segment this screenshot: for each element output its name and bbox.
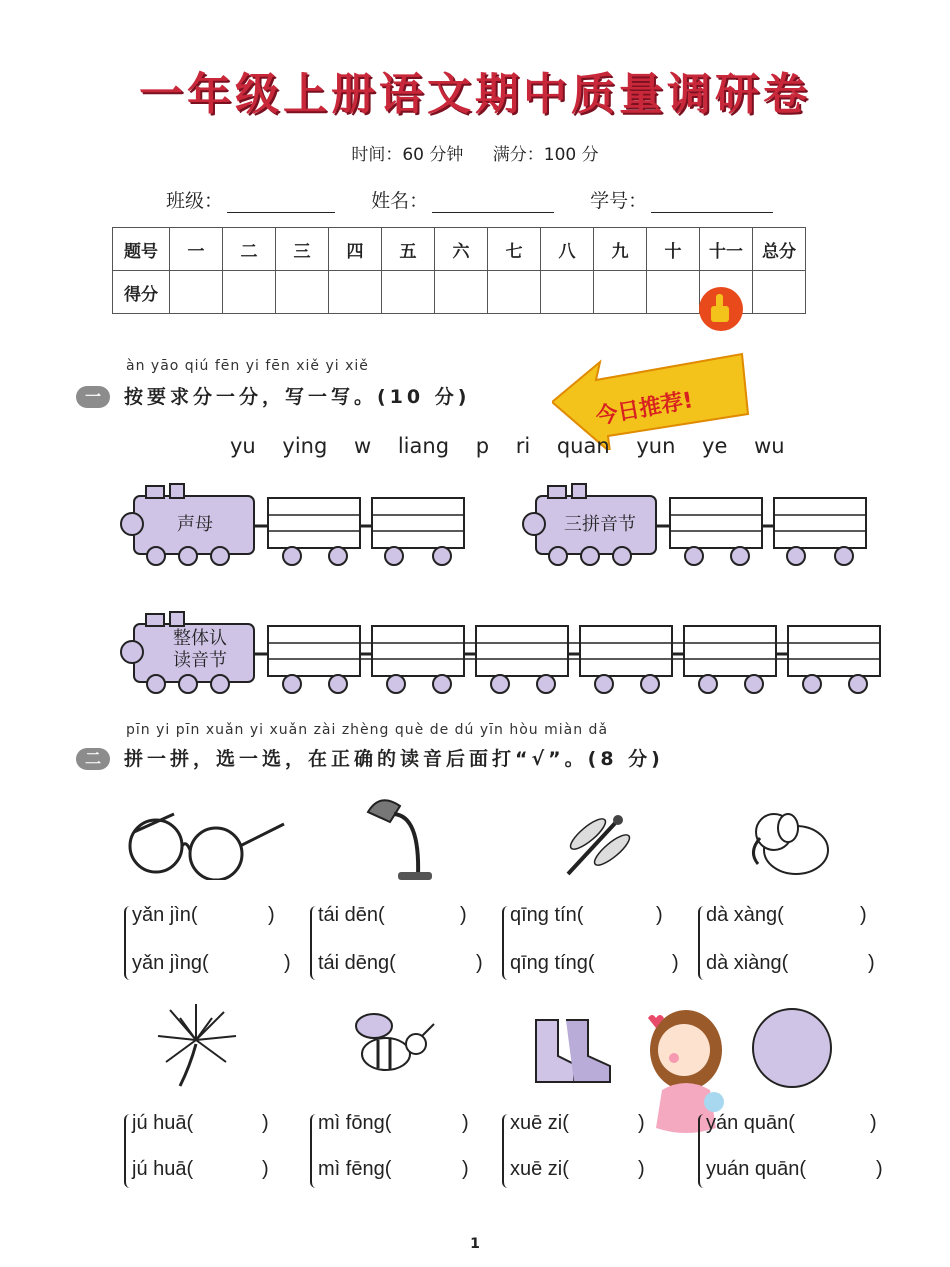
desk-lamp-icon (360, 792, 440, 882)
option-a[interactable]: yán quān( (706, 1112, 795, 1134)
score-cell[interactable] (329, 271, 382, 314)
table-cell: 二 (223, 228, 276, 271)
option-a[interactable]: jú huā( (132, 1112, 194, 1134)
train-car[interactable] (372, 626, 464, 676)
score-cell[interactable] (488, 271, 541, 314)
score-cell[interactable] (541, 271, 594, 314)
option-b[interactable]: tái dēng( (318, 952, 396, 974)
train-car[interactable] (268, 626, 360, 676)
circle-ring-icon (750, 1006, 834, 1090)
close-paren: ) (462, 1158, 469, 1180)
option-a[interactable]: mì fōng( (318, 1112, 392, 1134)
q1-syllables: yu ying w liang p ri quan yun ye wu (230, 434, 785, 458)
sticker-text: 今日推荐! (594, 388, 695, 430)
option-a[interactable]: qīng tín( (510, 904, 584, 926)
page-number: 1 (470, 1236, 480, 1252)
train-car[interactable] (684, 626, 776, 676)
table-cell: 得分 (113, 271, 170, 314)
elephant-icon (744, 802, 834, 882)
close-paren: ) (462, 1112, 469, 1134)
close-paren: ) (284, 952, 291, 974)
q1-badge: 一 (76, 386, 110, 408)
train1-label: 声母 (177, 514, 213, 535)
table-cell: 六 (435, 228, 488, 271)
table-cell: 一 (170, 228, 223, 271)
score-cell[interactable] (435, 271, 488, 314)
table-cell: 总分 (753, 228, 806, 271)
table-cell: 五 (382, 228, 435, 271)
chrysanthemum-icon (150, 1000, 242, 1088)
train-headlight-icon (121, 513, 143, 535)
student-id-label: 学号： (590, 190, 648, 212)
close-paren: ) (638, 1112, 645, 1134)
table-cell: 七 (488, 228, 541, 271)
option-a[interactable]: yǎn jìn( (132, 904, 198, 926)
close-paren: ) (262, 1112, 269, 1134)
score-cell[interactable] (223, 271, 276, 314)
train-headlight-icon (523, 513, 545, 535)
table-cell: 十 (647, 228, 700, 271)
close-paren: ) (672, 952, 679, 974)
bee-icon (344, 1006, 436, 1086)
option-a[interactable]: tái dēn( (318, 904, 385, 926)
train-car[interactable] (476, 626, 568, 676)
page-title: 一年级上册语文期中质量调研卷 (139, 69, 811, 120)
option-b[interactable]: yǎn jìng( (132, 952, 209, 974)
close-paren: ) (870, 1112, 877, 1134)
option-b[interactable]: yuán quān( (706, 1158, 807, 1180)
q2-pinyin: pīn yi pīn xuǎn yi xuǎn zài zhèng què de dú yīn hòu miàn dǎ (126, 722, 609, 738)
train-headlight-icon (121, 641, 143, 663)
close-paren: ) (656, 904, 663, 926)
close-paren: ) (268, 904, 275, 926)
exam-meta (0, 140, 950, 165)
dragonfly-icon (548, 806, 634, 882)
score-cell[interactable] (647, 271, 700, 314)
score-cell[interactable] (382, 271, 435, 314)
exam-time: 时间：60 分钟 (351, 145, 464, 165)
exam-full-score: 满分：100 分 (492, 145, 599, 165)
q1-text: 按要求分一分，写一写。(10 分) (124, 386, 471, 408)
boots-icon (530, 1016, 616, 1086)
name-field[interactable] (432, 190, 554, 213)
q1-pinyin: àn yāo qiú fēn yi fēn xiě yi xiě (126, 358, 369, 374)
table-cell: 八 (541, 228, 594, 271)
score-table-header-row (113, 228, 806, 271)
close-paren: ) (860, 904, 867, 926)
train3-label (150, 628, 250, 672)
score-cell[interactable] (276, 271, 329, 314)
option-b[interactable]: qīng tíng( (510, 952, 595, 974)
close-paren: ) (476, 952, 483, 974)
q2-badge: 二 (76, 748, 110, 770)
train-car[interactable] (372, 498, 464, 548)
train3-label-line2: 读音节 (173, 650, 227, 671)
q2-text: 拼一拼，选一选，在正确的读音后面打“√”。(8 分) (124, 748, 664, 770)
name-label: 姓名： (371, 190, 429, 212)
train-car[interactable] (580, 626, 672, 676)
table-cell: 九 (594, 228, 647, 271)
table-cell: 四 (329, 228, 382, 271)
option-b[interactable]: mì fēng( (318, 1158, 392, 1180)
score-cell[interactable] (170, 271, 223, 314)
option-a[interactable]: dà xàng( (706, 904, 784, 926)
student-info (166, 186, 773, 213)
close-paren: ) (460, 904, 467, 926)
thumbs-up-icon (696, 284, 746, 334)
table-cell: 三 (276, 228, 329, 271)
close-paren: ) (638, 1158, 645, 1180)
train-car[interactable] (774, 498, 866, 548)
option-b[interactable]: xuē zi( (510, 1158, 569, 1180)
close-paren: ) (262, 1158, 269, 1180)
student-id-field[interactable] (651, 190, 773, 213)
train-car[interactable] (268, 498, 360, 548)
train-car[interactable] (788, 626, 880, 676)
train2-label: 三拼音节 (564, 514, 636, 535)
score-cell[interactable] (594, 271, 647, 314)
glasses-icon (124, 810, 290, 880)
option-b[interactable]: dà xiàng( (706, 952, 789, 974)
table-cell: 题号 (113, 228, 170, 271)
table-cell: 十一 (700, 228, 753, 271)
train-car[interactable] (670, 498, 762, 548)
class-field[interactable] (227, 190, 335, 213)
option-b[interactable]: jú huā( (132, 1158, 194, 1180)
train3-label-line1: 整体认 (173, 628, 227, 649)
close-paren: ) (876, 1158, 883, 1180)
option-a[interactable]: xuē zi( (510, 1112, 569, 1134)
score-cell[interactable] (753, 271, 806, 314)
class-label: 班级： (166, 190, 224, 212)
close-paren: ) (868, 952, 875, 974)
